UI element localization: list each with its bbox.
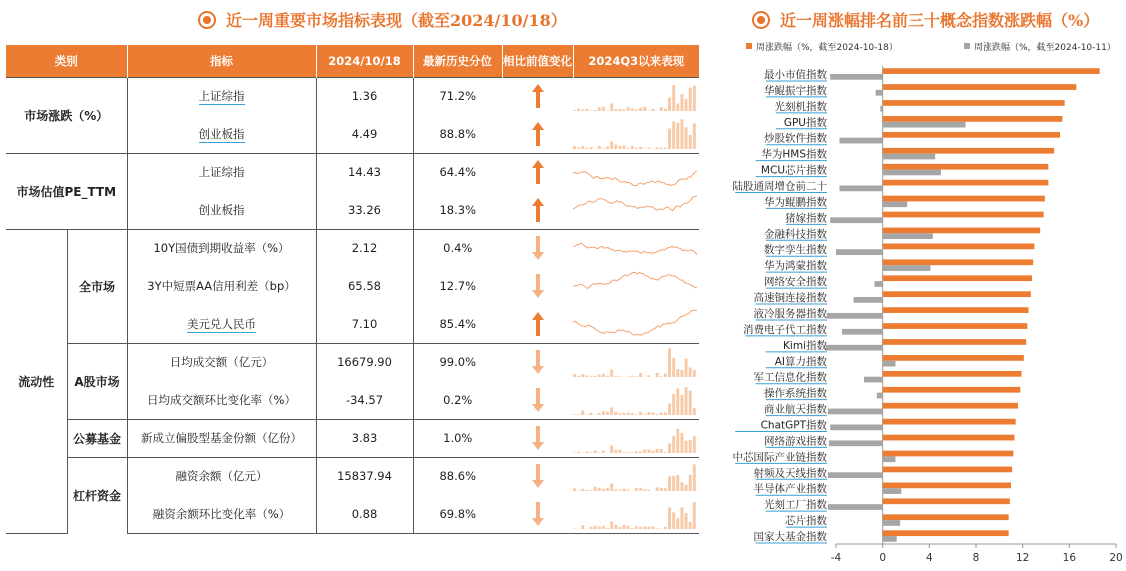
subcategory-label: 公募基金 <box>67 419 127 457</box>
category-label: 半导体产业指数 <box>753 483 827 496</box>
table-title-text: 近一周重要市场指标表现（截至2024/10/18） <box>226 11 567 30</box>
category-label: 光刻工厂指数 <box>764 499 827 512</box>
bar-series1 <box>883 243 1035 249</box>
bar-series2 <box>828 504 883 510</box>
table-row <box>6 457 699 495</box>
category-label: AI算力指数 <box>774 355 827 368</box>
change-cell <box>502 153 573 191</box>
percentile-cell: 0.2% <box>443 392 473 407</box>
indicator-cell <box>127 305 316 343</box>
x-tick-label: -4 <box>830 552 842 564</box>
sparkline-chart <box>573 497 697 531</box>
x-tick-label: 0 <box>879 552 887 564</box>
sparkline-chart <box>573 117 697 151</box>
arrow-up-icon <box>531 83 545 109</box>
bar-series2 <box>883 520 901 526</box>
bar-series2 <box>830 74 883 80</box>
bar-series2 <box>880 106 882 112</box>
indicator-cell <box>127 381 316 419</box>
header-category: 类别 <box>6 45 127 77</box>
bar-series1 <box>883 387 1021 393</box>
table-title <box>198 8 567 31</box>
bar-series2 <box>836 249 883 255</box>
indicator-name: 10Y国债到期收益率（%） <box>153 241 290 256</box>
table-row <box>6 419 699 457</box>
value-cell: 14.43 <box>316 153 413 191</box>
bar-series2 <box>883 201 908 207</box>
bar-series2 <box>830 425 883 431</box>
bar-series1 <box>883 451 1014 457</box>
category-label: 华为HMS指数 <box>761 148 827 161</box>
legend-swatch <box>964 43 970 49</box>
header-date: 2024/10/18 <box>316 45 413 77</box>
category-label: 中芯国际产业链指数 <box>732 451 827 464</box>
percentile-cell: 85.4% <box>439 316 477 331</box>
percentile-cell: 69.8% <box>413 495 502 533</box>
subcategory-label: 全市场 <box>67 229 127 343</box>
chart-title-text: 近一周涨幅排名前三十概念指数涨跌幅（%） <box>780 11 1100 30</box>
sparkline-chart <box>573 269 697 303</box>
category-label: 数字孪生指数 <box>764 244 827 257</box>
bar-series1 <box>883 530 1009 536</box>
category-label: 市场涨跌（%） <box>6 77 127 153</box>
bar-series1 <box>883 196 1045 202</box>
change-cell <box>502 343 573 381</box>
bar-series1 <box>883 307 1029 313</box>
bar-series1 <box>883 68 1100 74</box>
bar-series1 <box>883 403 1018 409</box>
circle-bullet-icon <box>198 11 216 29</box>
sparkline-chart <box>573 383 697 417</box>
arrow-up-icon <box>531 197 545 223</box>
bar-series2 <box>828 472 883 478</box>
category-label: 液冷服务器指数 <box>753 307 827 320</box>
bar-series2 <box>840 186 883 192</box>
value-cell: 0.88 <box>316 495 413 533</box>
arrow-down-icon <box>531 273 545 299</box>
sparkline-cell <box>573 191 699 229</box>
category-label: 消费电子代工指数 <box>743 323 827 336</box>
category-label: 网络安全指数 <box>764 276 827 289</box>
indicator-cell <box>127 153 316 191</box>
arrow-down-icon <box>531 387 545 413</box>
arrow-down-icon <box>531 425 545 451</box>
bar-series1 <box>883 291 1031 297</box>
bar-series2 <box>883 154 936 160</box>
category-label: 猪嫁指数 <box>785 212 827 225</box>
bar-series2 <box>864 377 883 383</box>
percentile-cell: 99.0% <box>413 343 502 381</box>
category-label: 军工信息化指数 <box>753 371 827 384</box>
sparkline-chart <box>573 421 697 455</box>
bar-series1 <box>883 148 1055 154</box>
sparkline-chart <box>573 231 697 265</box>
value-cell: 16679.90 <box>316 343 413 381</box>
bar-series2 <box>883 233 933 239</box>
bar-series1 <box>883 259 1034 265</box>
sparkline-chart <box>573 193 697 227</box>
category-label: 操作系统指数 <box>764 387 827 400</box>
x-tick-label: 20 <box>1109 552 1123 564</box>
category-label: 华鲲振宇指数 <box>764 84 827 97</box>
category-label: 商业航天指数 <box>764 403 827 416</box>
category-label: Kimi指数 <box>783 339 827 352</box>
arrow-down-icon <box>531 349 545 375</box>
sparkline-cell <box>573 381 699 419</box>
sparkline-cell <box>573 115 699 153</box>
sparkline-cell <box>573 153 699 191</box>
arrow-down-icon <box>531 235 545 261</box>
bar-series2 <box>826 345 883 351</box>
indicator-name: 上证综指 <box>198 89 245 104</box>
sparkline-chart <box>573 79 697 113</box>
category-label: 华为鸿蒙指数 <box>764 260 827 273</box>
sparkline-cell <box>573 77 699 115</box>
change-cell <box>502 77 573 115</box>
percentile-cell: 88.8% <box>439 126 477 141</box>
percentile-cell: 0.4% <box>413 229 502 267</box>
category-label: 网络游戏指数 <box>764 435 827 448</box>
change-cell <box>502 115 573 153</box>
bar-series1 <box>883 371 1022 377</box>
indicator-cell <box>127 495 316 533</box>
bar-series1 <box>883 323 1028 329</box>
bar-series1 <box>883 435 1015 441</box>
category-label: 国家大基金指数 <box>753 531 827 544</box>
bar-series2 <box>827 313 883 319</box>
bar-series2 <box>842 329 883 335</box>
arrow-up-icon <box>531 121 545 147</box>
sparkline-cell <box>573 457 699 495</box>
header-percentile: 最新历史分位 <box>413 45 502 77</box>
indicator-name: 美元兑人民币 <box>187 316 256 331</box>
sparkline-cell <box>573 305 699 343</box>
change-cell <box>502 419 573 457</box>
category-label: 最小市值指数 <box>764 68 827 81</box>
bar-series1 <box>883 100 1065 106</box>
sparkline-cell <box>573 343 699 381</box>
category-label: 芯片指数 <box>785 515 827 528</box>
category-label: GPU指数 <box>783 116 827 129</box>
value-cell: 33.26 <box>316 191 413 229</box>
bar-series1 <box>883 212 1044 218</box>
chart-title <box>752 8 1099 31</box>
percentile-cell: 64.4% <box>413 153 502 191</box>
percentile-cell: 71.2% <box>413 77 502 115</box>
bar-series1 <box>883 514 1009 520</box>
bar-series2 <box>840 138 883 144</box>
bar-series2 <box>877 393 883 399</box>
category-label: ChatGPT指数 <box>760 419 827 432</box>
indicator-cell <box>127 267 316 305</box>
arrow-up-icon <box>531 311 545 337</box>
indicator-cell <box>127 229 316 267</box>
table-row <box>6 77 699 115</box>
value-cell: 3.83 <box>316 419 413 457</box>
x-tick-label: 12 <box>1015 552 1030 564</box>
sparkline-chart <box>573 345 697 379</box>
value-cell: 4.49 <box>316 115 413 153</box>
category-label: 陆股通周增仓前二十 <box>732 180 827 193</box>
sparkline-cell <box>573 419 699 457</box>
bar-series1 <box>883 180 1049 186</box>
change-cell <box>502 191 573 229</box>
subcategory-label: A股市场 <box>67 343 127 419</box>
category-label: 射频及天线指数 <box>753 467 827 480</box>
indicator-cell <box>127 77 316 115</box>
indicator-cell <box>127 419 316 457</box>
percentile-cell: 88.6% <box>413 457 502 495</box>
indicator-name: 3Y中短票AA信用利差（bp） <box>147 279 296 293</box>
sparkline-chart <box>573 155 697 189</box>
indicator-cell <box>127 191 316 229</box>
bar-series1 <box>883 132 1060 138</box>
legend-swatch <box>746 43 752 49</box>
bar-series2 <box>883 265 931 271</box>
value-cell: 7.10 <box>316 305 413 343</box>
table-row <box>6 153 699 191</box>
change-cell <box>502 495 573 533</box>
bar-series1 <box>883 498 1010 504</box>
bar-series2 <box>829 440 883 446</box>
indicator-name: 日均成交额环比变化率（%） <box>147 392 296 407</box>
change-cell <box>502 381 573 419</box>
value-cell: 65.58 <box>316 267 413 305</box>
bar-series2 <box>883 488 902 494</box>
category-label: 炒股软件指数 <box>764 132 827 145</box>
bar-series1 <box>883 164 1049 170</box>
value-cell: 1.36 <box>316 77 413 115</box>
x-tick-label: 16 <box>1062 552 1077 564</box>
bar-series1 <box>883 339 1027 345</box>
header-change: 相比前值变化 <box>502 45 573 77</box>
bar-series1 <box>883 482 1011 488</box>
bar-series2 <box>883 122 966 128</box>
change-cell <box>502 267 573 305</box>
header-performance: 2024Q3以来表现 <box>573 45 699 77</box>
sparkline-chart <box>573 459 697 493</box>
bar-series2 <box>883 361 896 367</box>
bar-series2 <box>883 536 897 542</box>
change-cell <box>502 457 573 495</box>
x-tick-label: 4 <box>925 552 933 564</box>
indicator-name: 融资余额环比变化率（%） <box>152 506 291 521</box>
header-indicator: 指标 <box>127 45 316 77</box>
indicator-cell <box>127 457 316 495</box>
table-row <box>6 343 699 381</box>
value-cell: -34.57 <box>316 381 413 419</box>
sparkline-cell <box>573 229 699 267</box>
legend-label: 周涨跌幅（%，截至2024-10-11） <box>974 43 1116 53</box>
table-row <box>6 229 699 267</box>
sparkline-cell <box>573 495 699 533</box>
x-tick-label: 8 <box>972 552 980 564</box>
bar-series1 <box>883 228 1041 234</box>
bar-series2 <box>830 217 883 223</box>
value-cell: 2.12 <box>316 229 413 267</box>
change-cell <box>502 305 573 343</box>
arrow-down-icon <box>531 501 545 527</box>
indicator-name: 创业板指 <box>198 126 245 141</box>
arrow-down-icon <box>531 463 545 489</box>
indicator-name: 新成立偏股型基金份额（亿份） <box>141 431 302 445</box>
indicator-name: 日均成交额（亿元） <box>169 355 274 370</box>
bar-series2 <box>875 281 883 287</box>
bar-series2 <box>876 90 883 96</box>
arrow-up-icon <box>531 159 545 185</box>
percentile-cell: 12.7% <box>439 279 477 293</box>
sparkline-chart <box>573 307 697 341</box>
indicator-name: 上证综指 <box>198 165 245 180</box>
percentile-cell: 18.3% <box>439 202 477 217</box>
indicator-cell <box>127 115 316 153</box>
category-label: 光刻机指数 <box>774 100 827 113</box>
bar-series1 <box>883 116 1063 122</box>
category-label: 市场估值PE_TTM <box>6 153 127 229</box>
bar-series1 <box>883 84 1077 90</box>
category-label: MCU芯片指数 <box>760 164 827 177</box>
bar-series1 <box>883 467 1013 473</box>
indicator-name: 融资余额（亿元） <box>175 469 268 484</box>
legend-label: 周涨跌幅（%，截至2024-10-18） <box>756 43 898 53</box>
change-cell <box>502 229 573 267</box>
percentile-cell: 1.0% <box>413 419 502 457</box>
bar-series1 <box>883 419 1016 425</box>
bar-series2 <box>828 409 883 415</box>
category-label: 流动性 <box>6 229 67 533</box>
bar-series2 <box>883 170 941 176</box>
category-label: 金融科技指数 <box>764 228 827 241</box>
sparkline-cell <box>573 267 699 305</box>
concept-index-bar-chart <box>700 34 1126 570</box>
bar-series1 <box>883 275 1032 281</box>
indicator-cell <box>127 343 316 381</box>
circle-bullet-icon <box>752 11 770 29</box>
market-indicator-table <box>6 45 699 534</box>
bar-series2 <box>883 456 896 462</box>
value-cell: 15837.94 <box>316 457 413 495</box>
category-label: 华为鲲鹏指数 <box>764 196 827 209</box>
indicator-name: 创业板指 <box>198 202 245 217</box>
bar-series2 <box>854 297 883 303</box>
bar-series1 <box>883 355 1024 361</box>
table-header-row <box>6 45 699 77</box>
subcategory-label: 杠杆资金 <box>67 457 127 533</box>
category-label: 高速铜连接指数 <box>753 292 827 305</box>
